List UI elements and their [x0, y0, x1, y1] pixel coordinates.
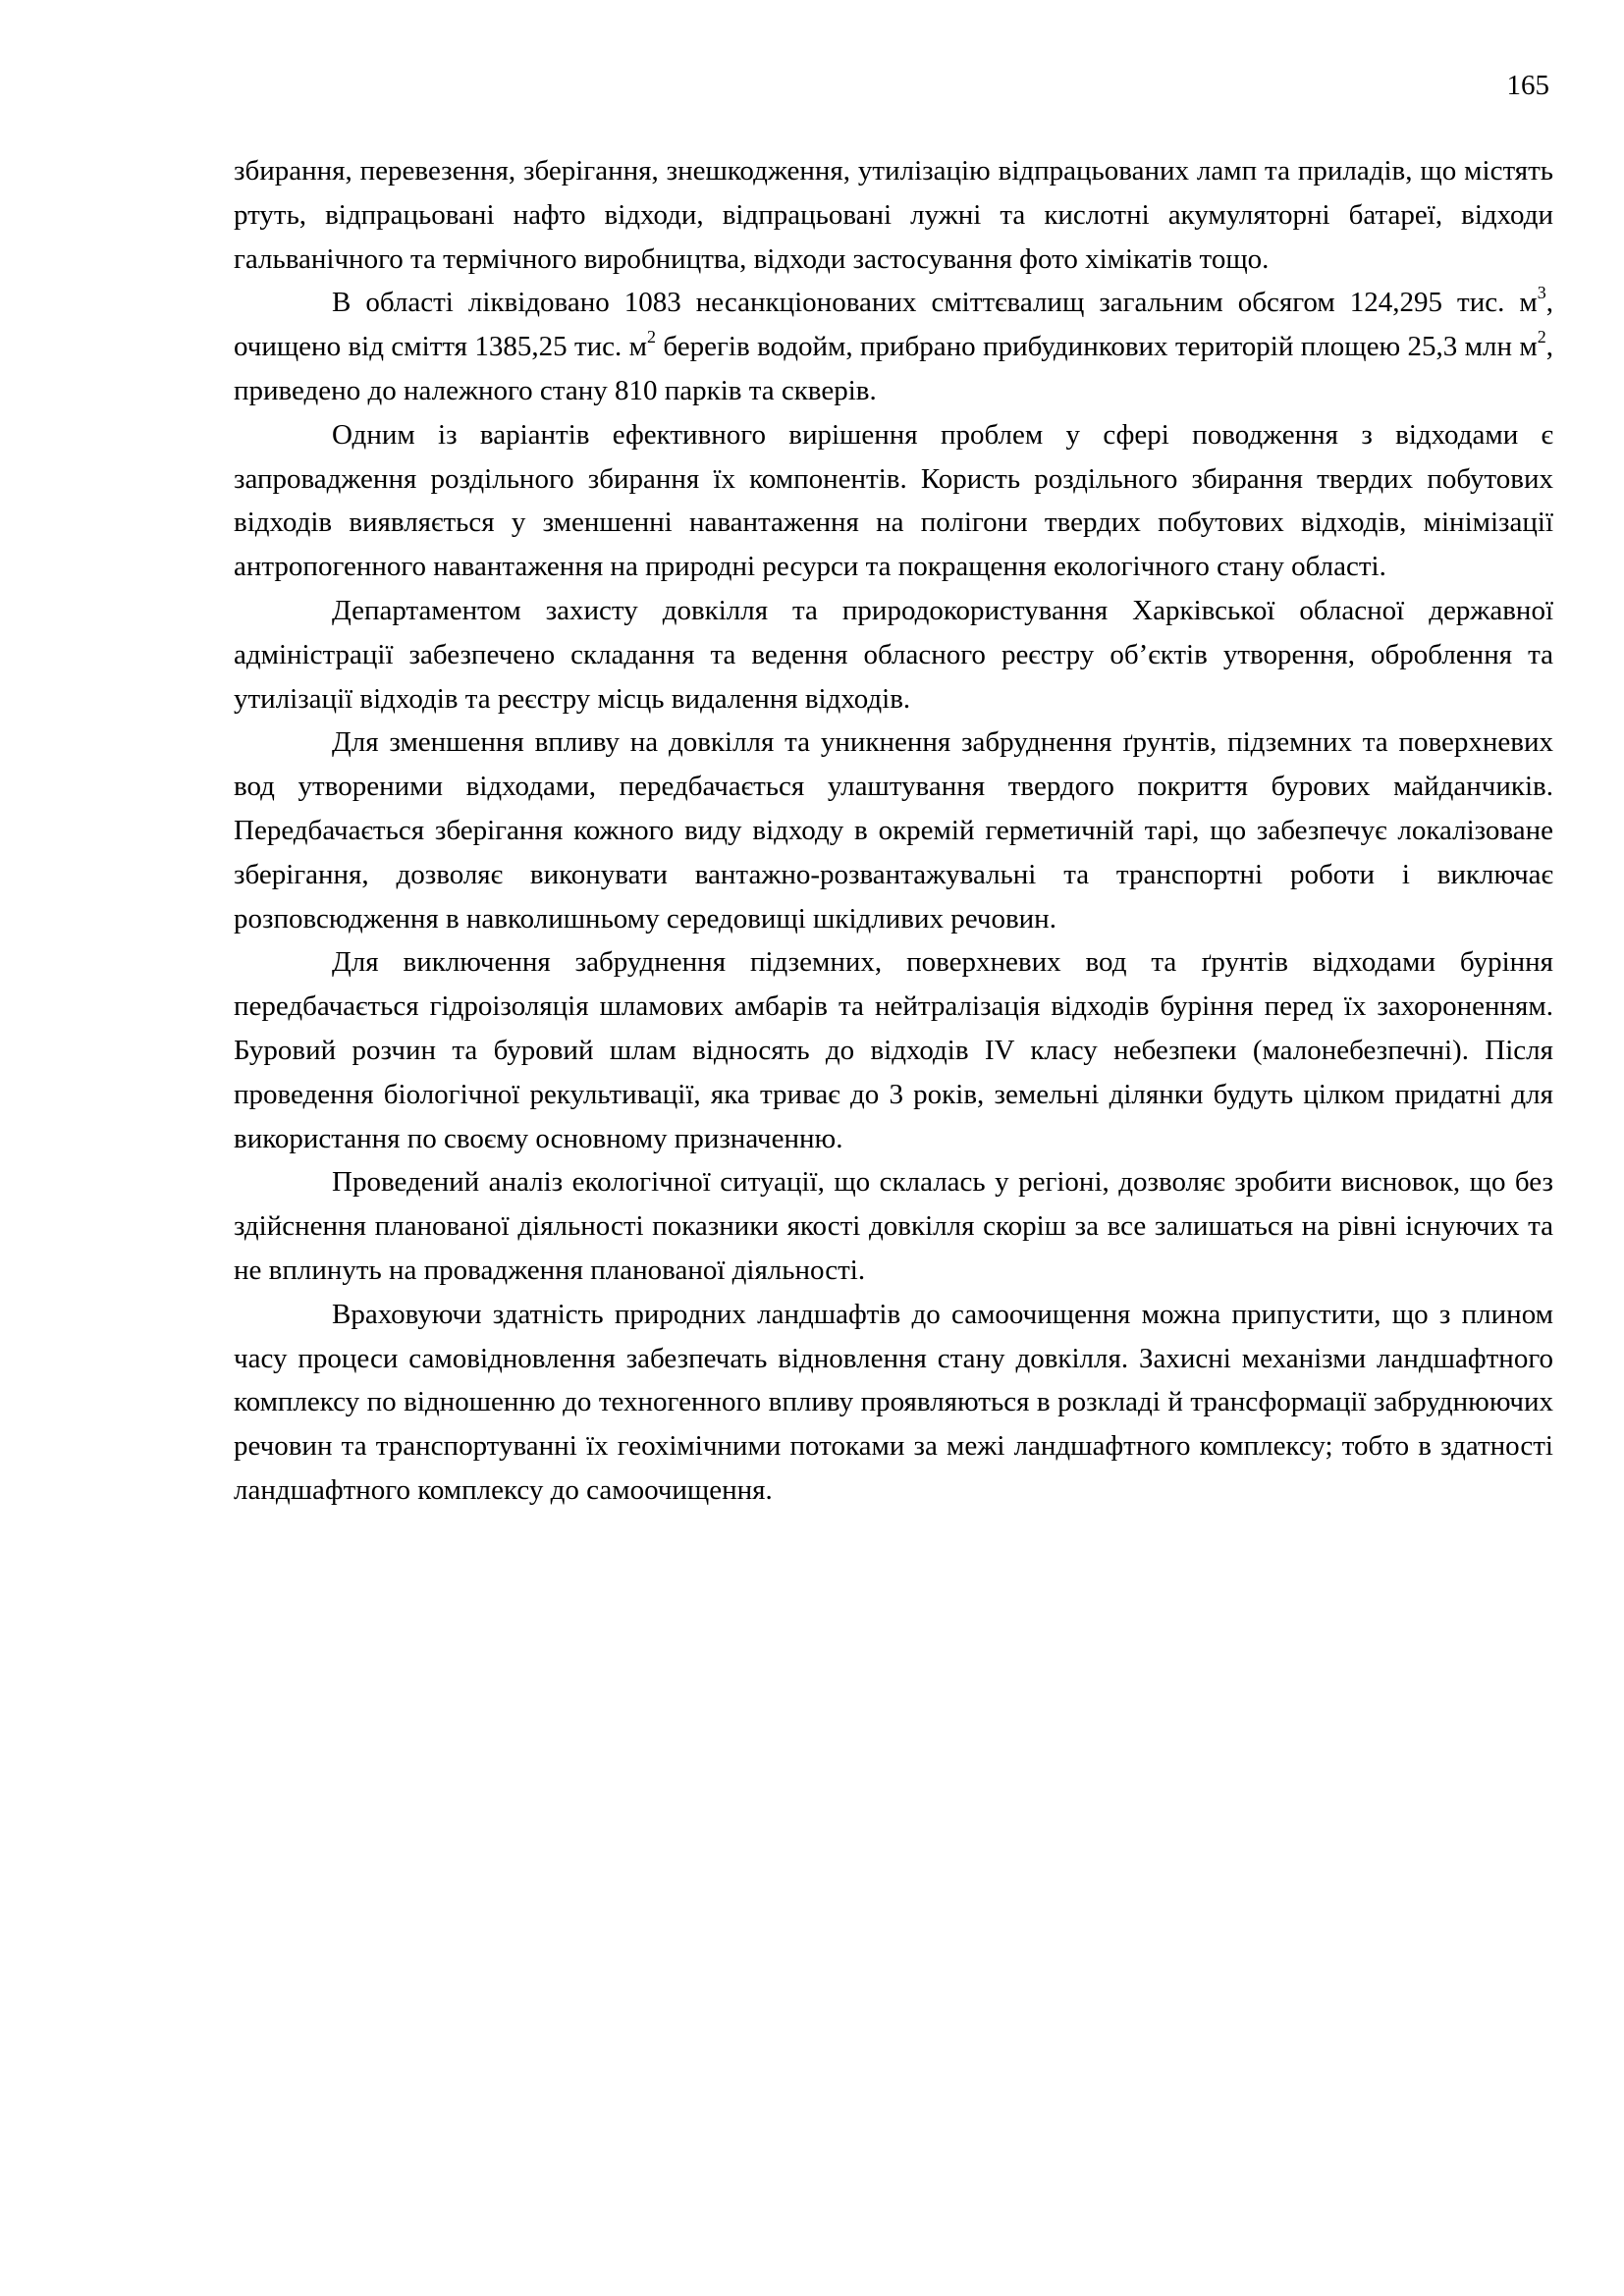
paragraph-6: Для виключення забруднення підземних, поверхневих вод та ґрунтів відходами буріння передбачається гідроізоляція шламових амбарів та нейтралізація відходів буріння перед їх захороненням. Буровий розчин та буровий шлам відносять до відходів IV класу небезпеки (малонебезпечні). Після проведення біологічної рекультивації, яка триває до 3 років, земельні ділянки будуть цілком придатні для використання по своєму основному призначенню. [234, 946, 1553, 1154]
superscript-square-1: 2 [647, 326, 657, 347]
paragraph-2-text-2: , очищено від сміття 1385,25 тис. м [234, 287, 1553, 363]
paragraph-8: Враховуючи здатність природних ландшафтів до самоочищення можна припустити, що з плином часу процеси самовідновлення забезпечать відновлення стану довкілля. Захисні механізми ландшафтного комплексу по відношенню до техногенного впливу проявляються в розкладі й трансформації забруднюючих речовин та транспортуванні їх геохімічними потоками за межі ландшафтного комплексу; тобто в здатності ландшафтного комплексу до самоочищення. [234, 1298, 1553, 1506]
paragraph-2-text-1: В області ліквідовано 1083 несанкціонованих сміттєвалищ загальним обсягом 124,295 тис. м [332, 287, 1538, 319]
paragraph-7: Проведений аналіз екологічної ситуації, що склалась у регіоні, дозволяє зробити висновок, що без здійснення планованої діяльності показники якості довкілля скоріш за все залишаться на рівні існуючих та не вплинуть на провадження планованої діяльності. [234, 1166, 1553, 1286]
paragraph-1: збирання, перевезення, зберігання, знешкодження, утилізацію відпрацьованих ламп та приладів, що містять ртуть, відпрацьовані нафто відходи, відпрацьовані лужні та кислотні акумуляторні батареї, відходи гальванічного та термічного виробництва, відходи застосування фото хімікатів тощо. [234, 155, 1553, 275]
paragraph-3: Одним із варіантів ефективного вирішення проблем у сфері поводження з відходами є запровадження роздільного збирання їх компонентів. Користь роздільного збирання твердих побутових відходів виявляється у зменшенні навантаження на полігони твердих побутових відходів, мінімізації антропогенного навантаження на природні ресурси та покращення екологічного стану області. [234, 418, 1553, 583]
paragraph-5: Для зменшення впливу на довкілля та уникнення забруднення ґрунтів, підземних та поверхневих вод утвореними відходами, передбачається улаштування твердого покриття бурових майданчиків. Передбачається зберігання кожного виду відходу в окремій герметичній тарі, що забезпечує локалізоване зберігання, дозволяє виконувати вантажно-розвантажувальні та транспортні роботи і виключає розповсюдження в навколишньому середовищі шкідливих речовин. [234, 726, 1553, 934]
document-body [234, 149, 1553, 1513]
paragraph-2-text-3: берегів водойм, прибрано прибудинкових територій площею 25,3 млн м [656, 331, 1538, 363]
paragraph-2-text-4: , приведено до належного стану 810 парків та скверів. [234, 331, 1553, 406]
paragraph-4: Департаментом захисту довкілля та природокористування Харківської обласної державної адміністрації забезпечено складання та ведення обласного реєстру об’єктів утворення, оброблення та утилізації відходів та реєстру місць видалення відходів. [234, 594, 1553, 715]
superscript-cubic: 3 [1537, 282, 1546, 302]
paragraph-2 [234, 281, 1553, 412]
page-number: 165 [1506, 70, 1549, 101]
superscript-square-2: 2 [1537, 326, 1546, 347]
